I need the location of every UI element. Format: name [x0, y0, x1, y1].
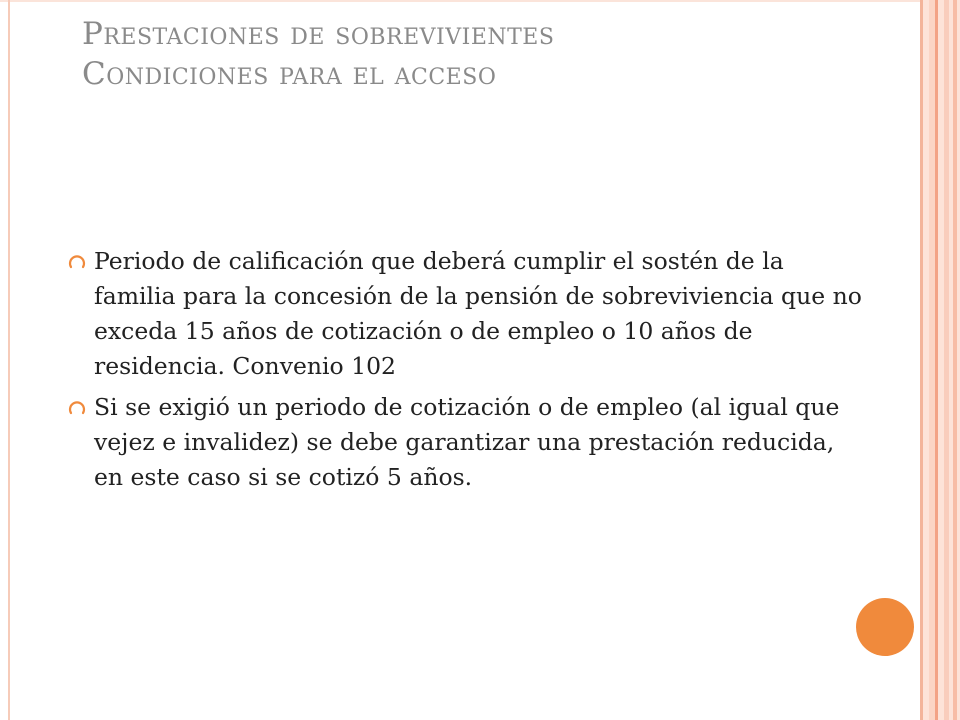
ring-bullet-icon	[68, 398, 86, 416]
left-border	[8, 0, 10, 720]
decorative-band	[935, 0, 938, 720]
bullet-list	[68, 244, 868, 501]
bullet-text: Periodo de calificación que deberá cumplir el sostén de la familia para la concesión de la pensión de sobreviviencia que no exceda 15 años de cotización o de empleo o 10 años de residencia. Convenio 102	[94, 247, 862, 380]
orange-circle-decoration	[856, 598, 914, 656]
title-line-1: Prestaciones de sobrevivientes	[82, 16, 555, 52]
decorative-band	[944, 0, 949, 720]
title-line-2: Condiciones para el acceso	[82, 56, 497, 92]
bullet-text: Si se exigió un periodo de cotización o de empleo (al igual que vejez e invalidez) se debe garantizar una prestación reducida, en este caso si se cotizó 5 años.	[94, 393, 840, 491]
ring-bullet-icon	[68, 252, 86, 270]
decorative-band	[953, 0, 957, 720]
slide-title	[82, 14, 902, 94]
bullet-item	[68, 244, 868, 384]
top-border	[0, 0, 920, 2]
bullet-item	[68, 390, 868, 495]
decorative-band	[920, 0, 923, 720]
